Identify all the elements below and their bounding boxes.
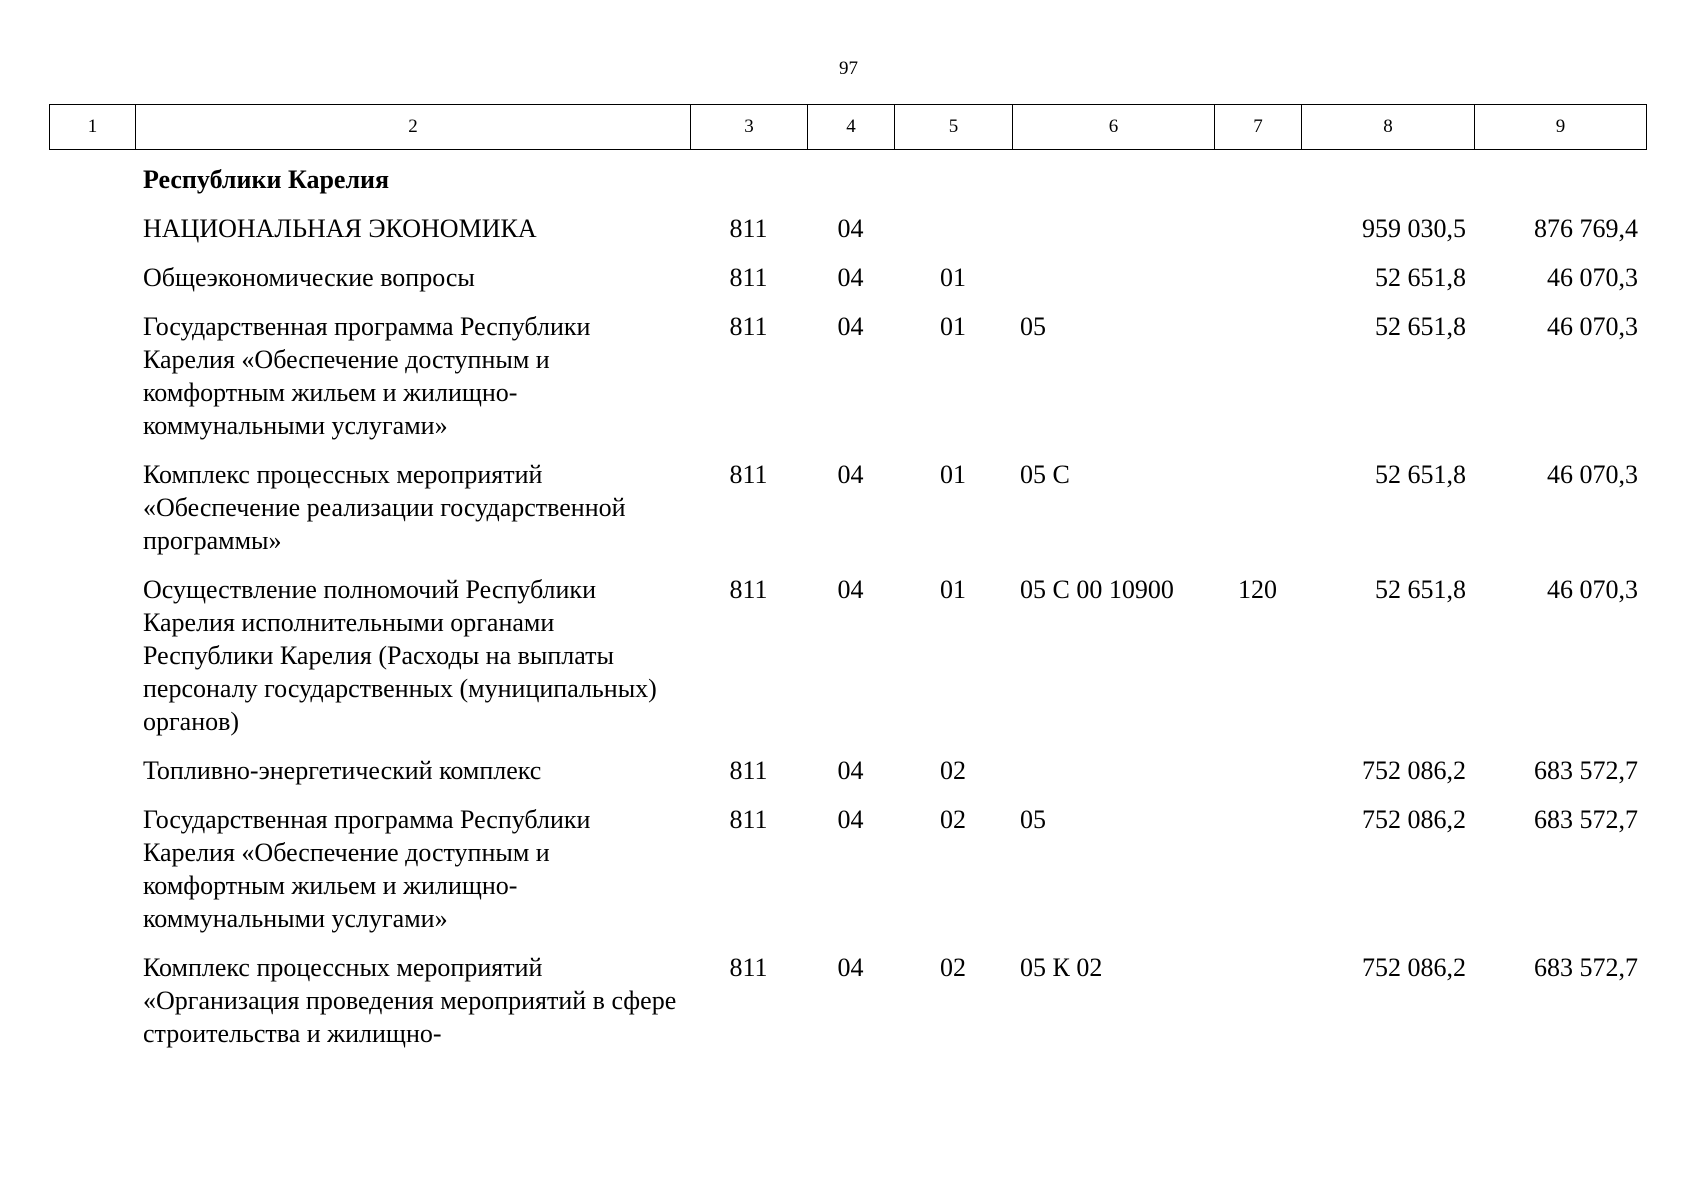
expense-type-code: 120 (1238, 575, 1277, 604)
subsection-code: 02 (940, 805, 966, 834)
ministry-code: 811 (729, 312, 768, 341)
ministry-code: 811 (729, 805, 768, 834)
target-article-code: 05 С (1020, 460, 1070, 489)
column-number: 4 (808, 105, 895, 150)
ministry-code: 811 (729, 214, 768, 243)
subsection-code: 01 (940, 312, 966, 341)
section-code: 04 (837, 756, 864, 785)
row-number-cell (49, 568, 135, 749)
column-number: 8 (1302, 105, 1475, 150)
expense-type-code (1214, 158, 1301, 207)
section-code: 04 (837, 263, 864, 292)
row-number-cell (49, 749, 135, 798)
amount-year-1 (1301, 158, 1474, 207)
amount-year-2: 683 572,7 (1534, 756, 1638, 785)
subsection-code (894, 207, 1012, 256)
expense-type-code (1214, 798, 1301, 946)
column-number: 1 (50, 105, 136, 150)
table-row (49, 798, 1646, 946)
amount-year-1: 752 086,2 (1362, 953, 1466, 982)
item-name: Общеэкономические вопросы (143, 263, 475, 292)
amount-year-1: 52 651,8 (1375, 575, 1466, 604)
amount-year-1: 752 086,2 (1362, 805, 1466, 834)
target-article-code (1012, 207, 1214, 256)
section-code (807, 158, 894, 207)
table-row (49, 946, 1646, 1061)
section-code: 04 (837, 805, 864, 834)
ministry-code: 811 (729, 460, 768, 489)
expense-type-code (1214, 946, 1301, 1061)
target-article-code (1012, 749, 1214, 798)
subsection-code: 02 (940, 953, 966, 982)
row-number-cell (49, 305, 135, 453)
ministry-code: 811 (729, 575, 768, 604)
ministry-code: 811 (729, 263, 768, 292)
subsection-code (894, 158, 1012, 207)
row-number-cell (49, 946, 135, 1061)
ministry-code: 811 (729, 953, 768, 982)
amount-year-2: 46 070,3 (1547, 263, 1638, 292)
subsection-code: 02 (940, 756, 966, 785)
expense-type-code (1214, 749, 1301, 798)
table-row (49, 749, 1646, 798)
section-code: 04 (837, 312, 864, 341)
section-code: 04 (837, 460, 864, 489)
table-row (49, 256, 1646, 305)
column-number: 2 (136, 105, 691, 150)
target-article-code: 05 К 02 (1020, 953, 1103, 982)
section-code: 04 (837, 953, 864, 982)
ministry-code: 811 (729, 756, 768, 785)
table-row (49, 207, 1646, 256)
expense-type-code (1214, 256, 1301, 305)
column-number: 5 (895, 105, 1013, 150)
amount-year-2: 46 070,3 (1547, 312, 1638, 341)
target-article-code: 05 (1020, 312, 1046, 341)
row-number-cell (49, 256, 135, 305)
row-number-cell (49, 453, 135, 568)
page-number: 97 (839, 58, 858, 79)
amount-year-1: 52 651,8 (1375, 460, 1466, 489)
table-row (49, 305, 1646, 453)
amount-year-2: 46 070,3 (1547, 460, 1638, 489)
item-name: НАЦИОНАЛЬНАЯ ЭКОНОМИКА (143, 214, 537, 243)
subsection-code: 01 (940, 263, 966, 292)
item-name: Комплекс процессных мероприятий «Обеспечение реализации государственной программы» (143, 460, 626, 555)
table-row (49, 158, 1646, 207)
budget-table (49, 158, 1646, 1061)
amount-year-1: 959 030,5 (1362, 214, 1466, 243)
target-article-code: 05 С 00 10900 (1020, 575, 1174, 604)
target-article-code: 05 (1020, 805, 1046, 834)
row-number-cell (49, 798, 135, 946)
item-name: Государственная программа Республики Карелия «Обеспечение доступным и комфортным жильем и жилищно-коммунальными услугами» (143, 312, 591, 440)
target-article-code (1012, 158, 1214, 207)
column-number: 9 (1475, 105, 1647, 150)
amount-year-2 (1474, 158, 1646, 207)
item-name: Осуществление полномочий Республики Карелия исполнительными органами Республики Карелия (Расходы на выплаты персоналу государственных (муниципальных) органов) (143, 575, 657, 736)
column-number: 3 (691, 105, 808, 150)
row-number-cell (49, 207, 135, 256)
table-row (49, 568, 1646, 749)
subsection-code: 01 (940, 460, 966, 489)
section-code: 04 (837, 575, 864, 604)
amount-year-1: 752 086,2 (1362, 756, 1466, 785)
table-row (49, 453, 1646, 568)
subsection-code: 01 (940, 575, 966, 604)
ministry-code (690, 158, 807, 207)
expense-type-code (1214, 207, 1301, 256)
amount-year-2: 876 769,4 (1534, 214, 1638, 243)
item-name: Топливно-энергетический комплекс (143, 756, 542, 785)
item-name: Комплекс процессных мероприятий «Организация проведения мероприятий в сфере строительства и жилищно- (143, 953, 677, 1048)
item-name: Республики Карелия (143, 165, 390, 194)
amount-year-1: 52 651,8 (1375, 312, 1466, 341)
amount-year-2: 683 572,7 (1534, 953, 1638, 982)
column-number: 7 (1215, 105, 1302, 150)
amount-year-1: 52 651,8 (1375, 263, 1466, 292)
target-article-code (1012, 256, 1214, 305)
expense-type-code (1214, 453, 1301, 568)
column-number-header (49, 104, 1647, 150)
amount-year-2: 46 070,3 (1547, 575, 1638, 604)
item-name: Государственная программа Республики Карелия «Обеспечение доступным и комфортным жильем и жилищно-коммунальными услугами» (143, 805, 591, 933)
column-number: 6 (1013, 105, 1215, 150)
amount-year-2: 683 572,7 (1534, 805, 1638, 834)
expense-type-code (1214, 305, 1301, 453)
row-number-cell (49, 158, 135, 207)
section-code: 04 (837, 214, 864, 243)
